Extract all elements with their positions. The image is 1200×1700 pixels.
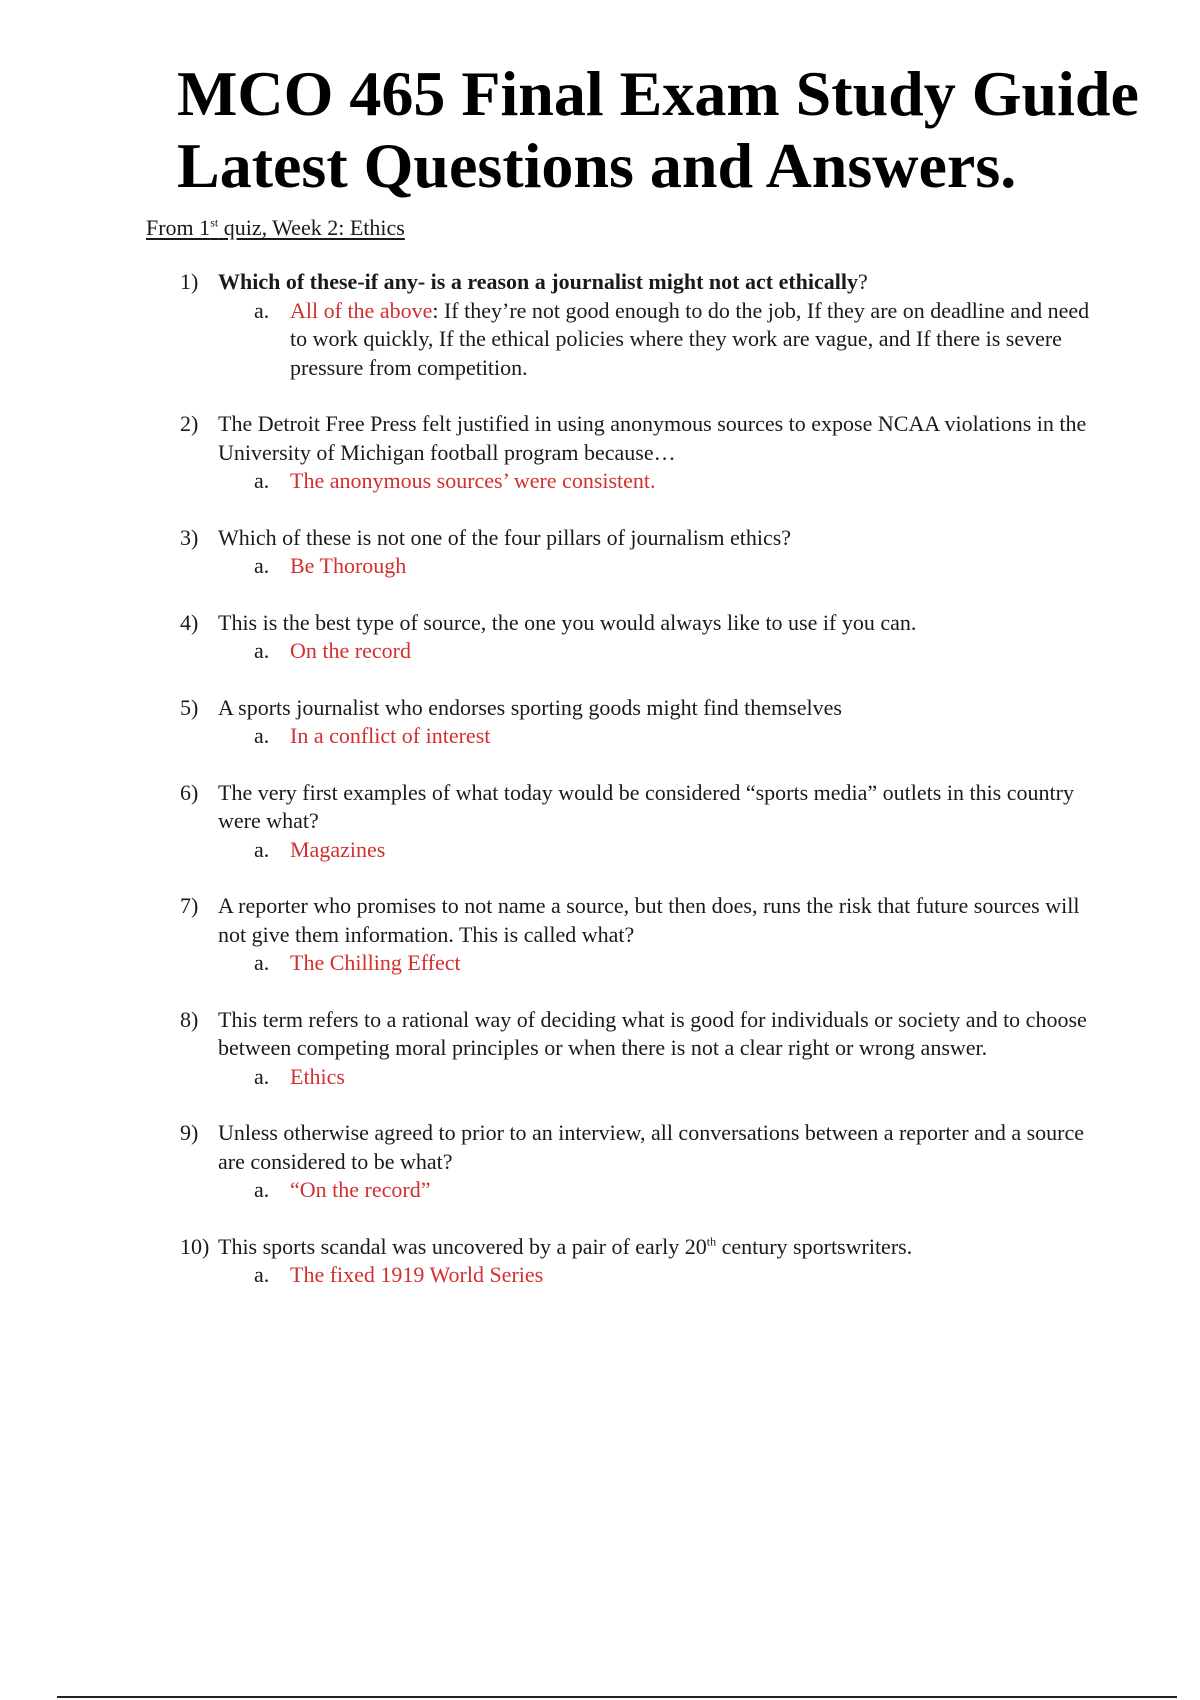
- answer-text: On the record: [290, 638, 411, 663]
- section-heading-post: quiz, Week 2: Ethics: [218, 215, 405, 240]
- question-item: [180, 779, 1100, 865]
- answer-letter: a.: [254, 836, 270, 862]
- answer-item: [218, 552, 1100, 581]
- footer-divider: [57, 1696, 1177, 1698]
- answer-text: In a conflict of interest: [290, 723, 491, 748]
- answer-item: [218, 1176, 1100, 1205]
- question-text-post: century sportswriters.: [716, 1233, 913, 1259]
- question-item: [180, 609, 1100, 666]
- answer-item: [218, 637, 1100, 666]
- question-text: [218, 1233, 1100, 1262]
- question-text: A reporter who promises to not name a source, but then does, runs the risk that future sources will not give them information. This is called what?: [218, 893, 1080, 947]
- question-item: [180, 410, 1100, 496]
- answer-text: The Chilling Effect: [290, 950, 461, 975]
- answer-text: Be Thorough: [290, 553, 407, 578]
- answer-item: [218, 722, 1100, 751]
- question-text: This is the best type of source, the one you would always like to use if you can.: [218, 609, 917, 635]
- question-number: 9): [180, 1120, 199, 1145]
- answer-text: Ethics: [290, 1063, 345, 1089]
- answer-letter: a.: [254, 468, 270, 493]
- question-number: 4): [180, 609, 199, 635]
- answer-letter: a.: [254, 950, 270, 975]
- answer-text: The anonymous sources’ were consistent.: [290, 468, 656, 493]
- question-item: [180, 694, 1100, 751]
- answer-item: [218, 1063, 1100, 1092]
- section-heading-sup: st: [210, 215, 219, 230]
- question-text: Which of these is not one of the four pillars of journalism ethics?: [218, 524, 792, 550]
- question-text-pre: This sports scandal was uncovered by a pair of early 20: [218, 1233, 707, 1259]
- question-text: The Detroit Free Press felt justified in using anonymous sources to expose NCAA violations in the University of Michigan football program because…: [218, 411, 1087, 465]
- answer-letter: a.: [254, 297, 270, 323]
- answer-item: [218, 1261, 1100, 1290]
- question-text: A sports journalist who endorses sporting goods might find themselves: [218, 694, 842, 720]
- answer-letter: a.: [254, 1262, 270, 1287]
- question-number: 8): [180, 1006, 199, 1032]
- question-text: Unless otherwise agreed to prior to an interview, all conversations between a reporter and a source are considered to be what?: [218, 1120, 1085, 1174]
- question-number: 5): [180, 694, 199, 720]
- question-number: 10): [180, 1233, 210, 1259]
- question-text: Which of these-if any- is a reason a journalist might not act ethically: [218, 269, 859, 294]
- answer-letter: a.: [254, 723, 270, 748]
- question-item: [180, 1233, 1100, 1290]
- title-line-2: Latest Questions and Answers.: [177, 130, 1017, 201]
- question-number: 2): [180, 411, 199, 436]
- question-item: [180, 1119, 1100, 1205]
- question-number: 3): [180, 524, 199, 550]
- question-list: [180, 268, 1100, 1318]
- question-number: 6): [180, 779, 199, 805]
- answer-item: [218, 297, 1100, 383]
- answer-detail: : If they’re not good enough to do the job, If they are on deadline and need to work quickly, If the ethical policies where they work are vague, and If there is severe pressure from competition.: [290, 297, 1090, 380]
- document-title: [177, 58, 1187, 202]
- question-item: [180, 892, 1100, 978]
- answer-text: “On the record”: [290, 1177, 431, 1202]
- question-number: 7): [180, 893, 199, 918]
- answer-letter: a.: [254, 1177, 270, 1202]
- answer-text: All of the above: [290, 297, 433, 323]
- answer-item: [218, 836, 1100, 865]
- section-heading: [146, 214, 405, 242]
- title-line-1: MCO 465 Final Exam Study Guide: [177, 58, 1139, 129]
- answer-text: The fixed 1919 World Series: [290, 1262, 544, 1287]
- answer-item: [218, 949, 1100, 978]
- answer-letter: a.: [254, 1063, 270, 1089]
- question-item: [180, 524, 1100, 581]
- question-item: [180, 268, 1100, 382]
- section-heading-pre: From 1: [146, 215, 211, 240]
- question-text: This term refers to a rational way of deciding what is good for individuals or society and to choose between competing moral principles or when there is not a clear right or wrong answer.: [218, 1006, 1087, 1060]
- answer-letter: a.: [254, 553, 270, 578]
- question-text-sup: th: [706, 1234, 717, 1249]
- answer-letter: a.: [254, 638, 270, 663]
- answer-text: Magazines: [290, 836, 386, 862]
- question-number: 1): [180, 269, 199, 294]
- question-text-suffix: ?: [858, 269, 868, 294]
- question-text: The very first examples of what today would be considered “sports media” outlets in this country were what?: [218, 779, 1074, 833]
- answer-item: [218, 467, 1100, 496]
- question-item: [180, 1006, 1100, 1092]
